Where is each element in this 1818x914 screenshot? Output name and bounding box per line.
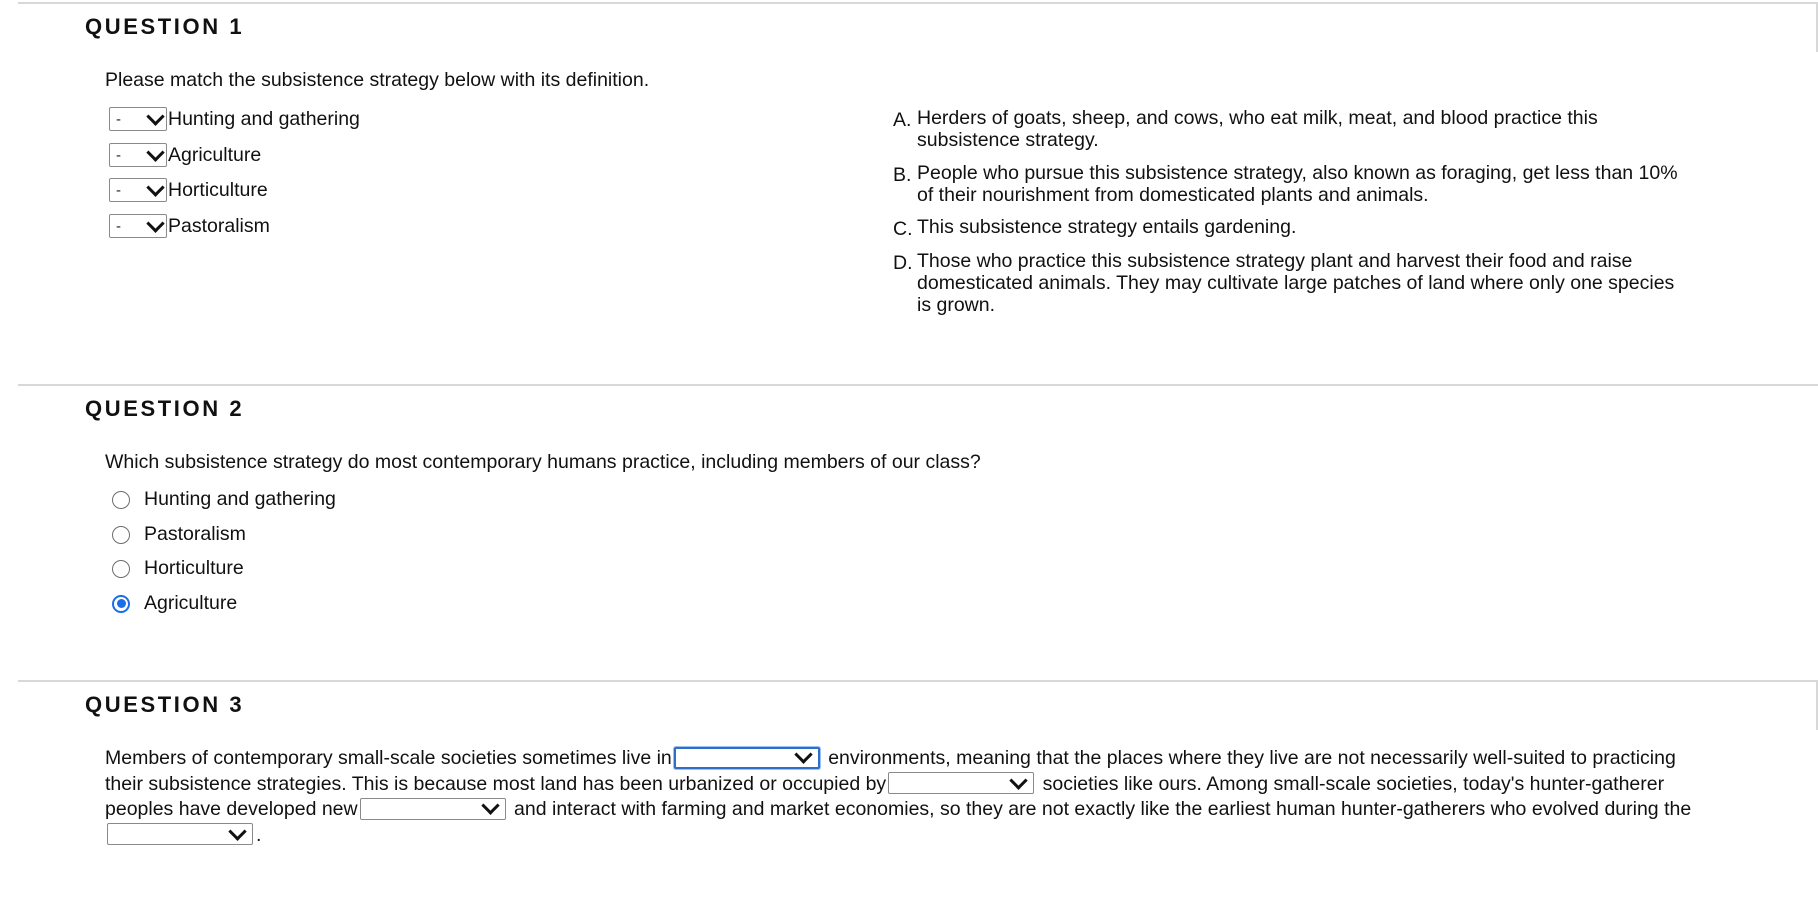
radio-option-pastoralism[interactable]: Pastoralism [112, 523, 246, 546]
question-2-prompt: Which subsistence strategy do most contemporary humans practice, including members of our class? [105, 451, 981, 473]
answer-b: B. People who pursue this subsistence strategy, also known as foraging, get less than 10% of their nourishment from domesticated plants and animals. [893, 162, 1678, 206]
match-item-pastoralism [109, 214, 270, 238]
question-1-prompt: Please match the subsistence strategy below with its definition. [105, 69, 650, 91]
top-rule [18, 2, 1818, 4]
blank-select-3[interactable] [360, 798, 506, 820]
match-item-horticulture [109, 178, 268, 202]
match-label: Agriculture [168, 143, 262, 166]
match-label: Horticulture [168, 178, 268, 201]
radio-option-hunting[interactable]: Hunting and gathering [112, 488, 336, 511]
section-divider [18, 680, 1818, 682]
match-select-4[interactable]: - [109, 214, 167, 238]
chevron-down-icon [146, 143, 164, 161]
radio-option-horticulture[interactable]: Horticulture [112, 557, 244, 580]
answer-c: C. This subsistence strategy entails gardening. [893, 216, 1297, 240]
match-label: Pastoralism [168, 214, 270, 237]
answer-d: D. Those who practice this subsistence strategy plant and harvest their food and raise domesticated animals. They may cultivate large patches of land where only one species is grown. [893, 250, 1675, 316]
blank-select-1[interactable] [674, 747, 820, 769]
chevron-down-icon [146, 178, 164, 196]
radio-option-agriculture[interactable]: Agriculture [112, 592, 237, 615]
match-item-agriculture [109, 143, 261, 167]
match-select-3[interactable]: - [109, 178, 167, 202]
chevron-down-icon [228, 822, 246, 840]
answer-a: A. Herders of goats, sheep, and cows, who eat milk, meat, and blood practice this subsistence strategy. [893, 107, 1598, 151]
blank-select-4[interactable] [107, 823, 253, 845]
match-select-1[interactable]: - [109, 107, 167, 131]
chevron-down-icon [794, 746, 812, 764]
radio-button-selected[interactable] [112, 595, 130, 613]
chevron-down-icon [146, 107, 164, 125]
chevron-down-icon [1009, 771, 1027, 789]
chevron-down-icon [146, 214, 164, 232]
match-label: Hunting and gathering [168, 107, 360, 130]
radio-button[interactable] [112, 560, 130, 578]
match-item-hunting [109, 107, 360, 131]
fill-in-paragraph: Members of contemporary small-scale societies sometimes live in environments, meaning that the places where they live are not necessarily well-suited to practicing their subsistence strategies. This is because most land has been urbanized or occupied by societies like ours. Among small-scale societies, today's hunter-gatherer peoples have developed new and interact with farming and market economies, so they are not exactly like the earliest human hunter-gatherers who evolved during the . [105, 747, 1692, 846]
question-3-title: QUESTION 3 [85, 692, 245, 717]
question-1-title: QUESTION 1 [85, 14, 245, 39]
section-divider [18, 384, 1818, 386]
radio-button[interactable] [112, 491, 130, 509]
match-select-2[interactable]: - [109, 143, 167, 167]
question-2-title: QUESTION 2 [85, 396, 245, 421]
blank-select-2[interactable] [888, 772, 1034, 794]
radio-button[interactable] [112, 526, 130, 544]
chevron-down-icon [481, 797, 499, 815]
